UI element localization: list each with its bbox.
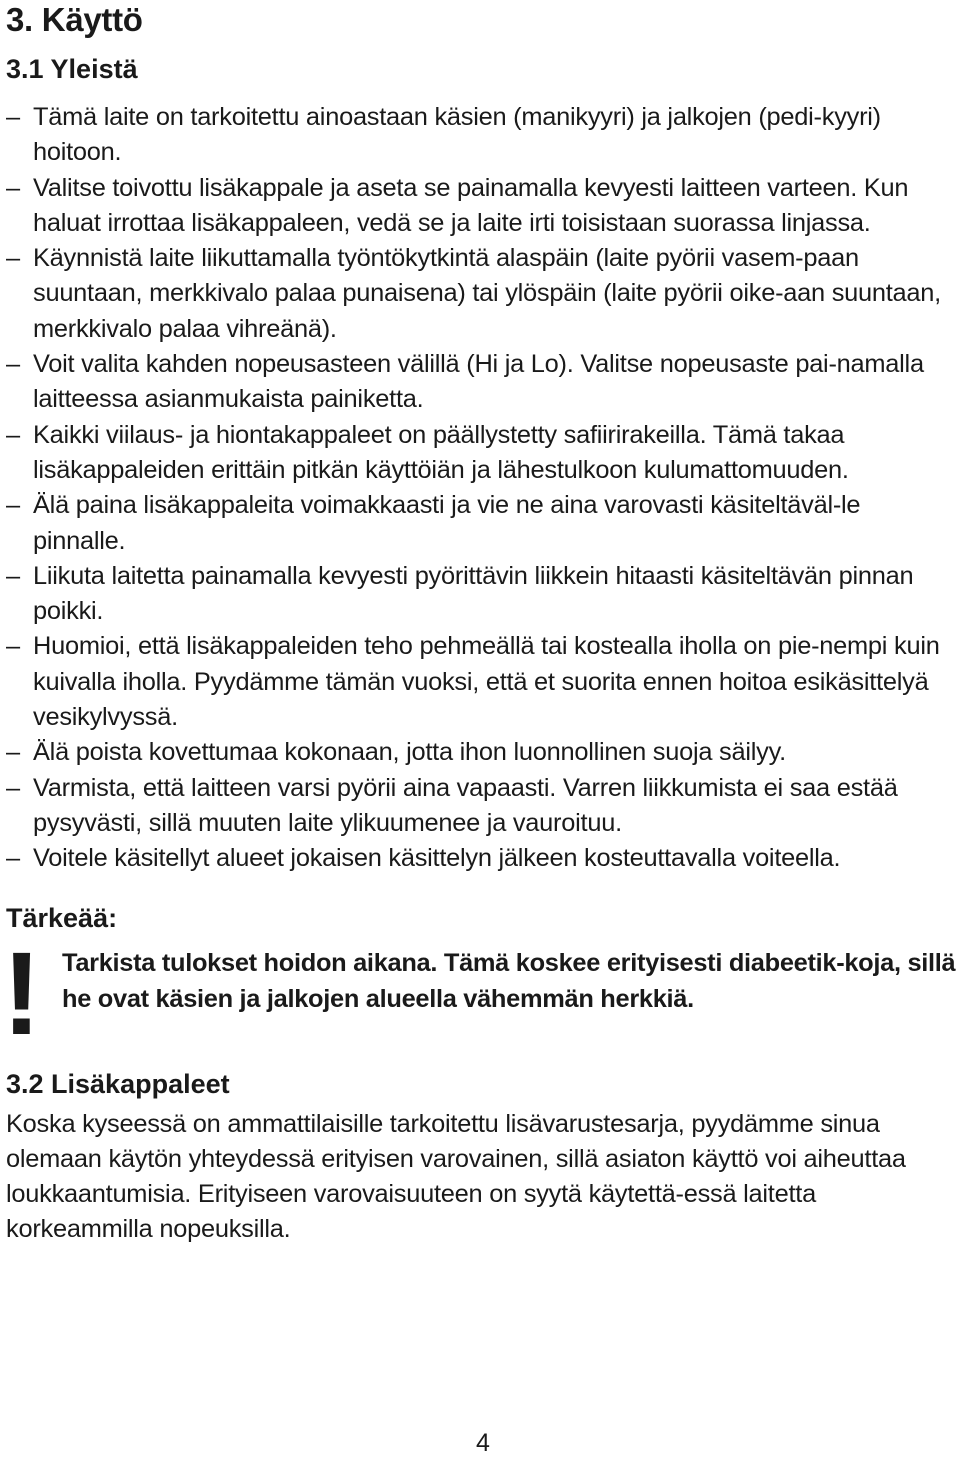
list-dash: – [6,561,20,590]
list-item-text: Käynnistä laite liikuttamalla työntökytkintä alaspäin (laite pyörii vasem-paan suuntaan, merkkivalo palaa punaisena) tai ylöspäin (laite pyörii oike-aan suuntaan, merkkivalo palaa vihreänä). [33,244,941,343]
exclamation-icon: ! [2,927,42,1060]
list-item-text: Kaikki viilaus- ja hiontakappaleet on päällystetty safiirirakeilla. Tämä takaa lisäkappaleiden erittäin pitkän käyttöiän ja lähestulkoon kulumattomuuden. [33,420,849,484]
list-item-text: Voit valita kahden nopeusasteen välillä (Hi ja Lo). Valitse nopeusaste pai-namalla laitteessa asianmukaista painiketta. [33,350,924,414]
page-number: 4 [476,1429,490,1457]
list-item [6,841,956,876]
list-item [6,241,956,347]
chapter-title: 3. Käyttö [6,1,143,38]
attachments-paragraph: Koska kyseessä on ammattilaisille tarkoitettu lisävarustesarja, pyydämme sinua olemaan käytön yhteydessä erityisen varovainen, sillä asiaton käyttö voi aiheuttaa loukkaantumisia. Erityiseen varovaisuuteen on syytä käytettä-essä laitetta korkeammilla nopeuksilla. [6,1109,906,1244]
list-dash: – [6,244,20,273]
section-title-attachments: 3.2 Lisäkappaleet [6,1068,230,1099]
list-dash: – [6,844,20,873]
list-dash: – [6,773,20,802]
list-dash: – [6,350,20,379]
list-item [6,629,956,735]
list-item [6,100,956,171]
list-item-text: Liikuta laitetta painamalla kevyesti pyörittävin liikkein hitaasti käsiteltävän pinnan poikki. [33,561,914,626]
list-dash: – [6,173,20,202]
list-item-text: Tämä laite on tarkoitettu ainoastaan käsien (manikyyri) ja jalkojen (pedi-kyyri) hoitoon. [33,103,881,167]
list-item-text: Valitse toivottu lisäkappale ja aseta se painamalla kevyesti laitteen varteen. Kun haluat irrottaa lisäkappaleen, vedä se ja laite irti toisistaan suorassa linjassa. [33,173,909,237]
section-title-general: 3.1 Yleistä [6,54,138,84]
important-heading: Tärkeää: [6,902,118,933]
list-item-text: Varmista, että laitteen varsi pyörii aina vapaasti. Varren liikkumista ei saa estää pysyvästi, sillä muuten laite ylikuumenee ja vauroituu. [33,773,898,837]
warning-box [2,927,956,1060]
list-item [6,171,956,242]
list-dash: – [6,738,20,767]
list-dash: – [6,103,20,131]
list-item [6,488,956,559]
list-item-text: Huomioi, että lisäkappaleiden teho pehmeällä tai kostealla iholla on pie-nempi kuin kuivalla iholla. Pyydämme tämän vuoksi, että et suorita ennen hoitoa esikäsittelyä vesikylvyssä. [33,632,940,732]
list-item [6,735,956,770]
list-dash: – [6,632,20,661]
list-item-text: Älä paina lisäkappaleita voimakkaasti ja vie ne aina varovasti käsiteltäväl-le pinnalle. [33,491,861,555]
manual-page [2,0,956,1248]
list-item-text: Älä poista kovettumaa kokonaan, jotta ihon luonnollinen suoja säilyy. [33,738,786,767]
warning-text: Tarkista tulokset hoidon aikana. Tämä koskee erityisesti diabeetik-koja, sillä he ovat käsien ja jalkojen alueella vähemmän herkkiä. [62,948,956,1013]
list-item [6,771,956,842]
instruction-list [6,100,956,877]
list-item-text: Voitele käsitellyt alueet jokaisen käsittelyn jälkeen kosteuttavalla voiteella. [33,844,841,873]
list-item [6,559,956,630]
list-dash: – [6,491,20,520]
list-dash: – [6,420,20,449]
list-item [6,347,956,418]
list-item [6,418,956,489]
